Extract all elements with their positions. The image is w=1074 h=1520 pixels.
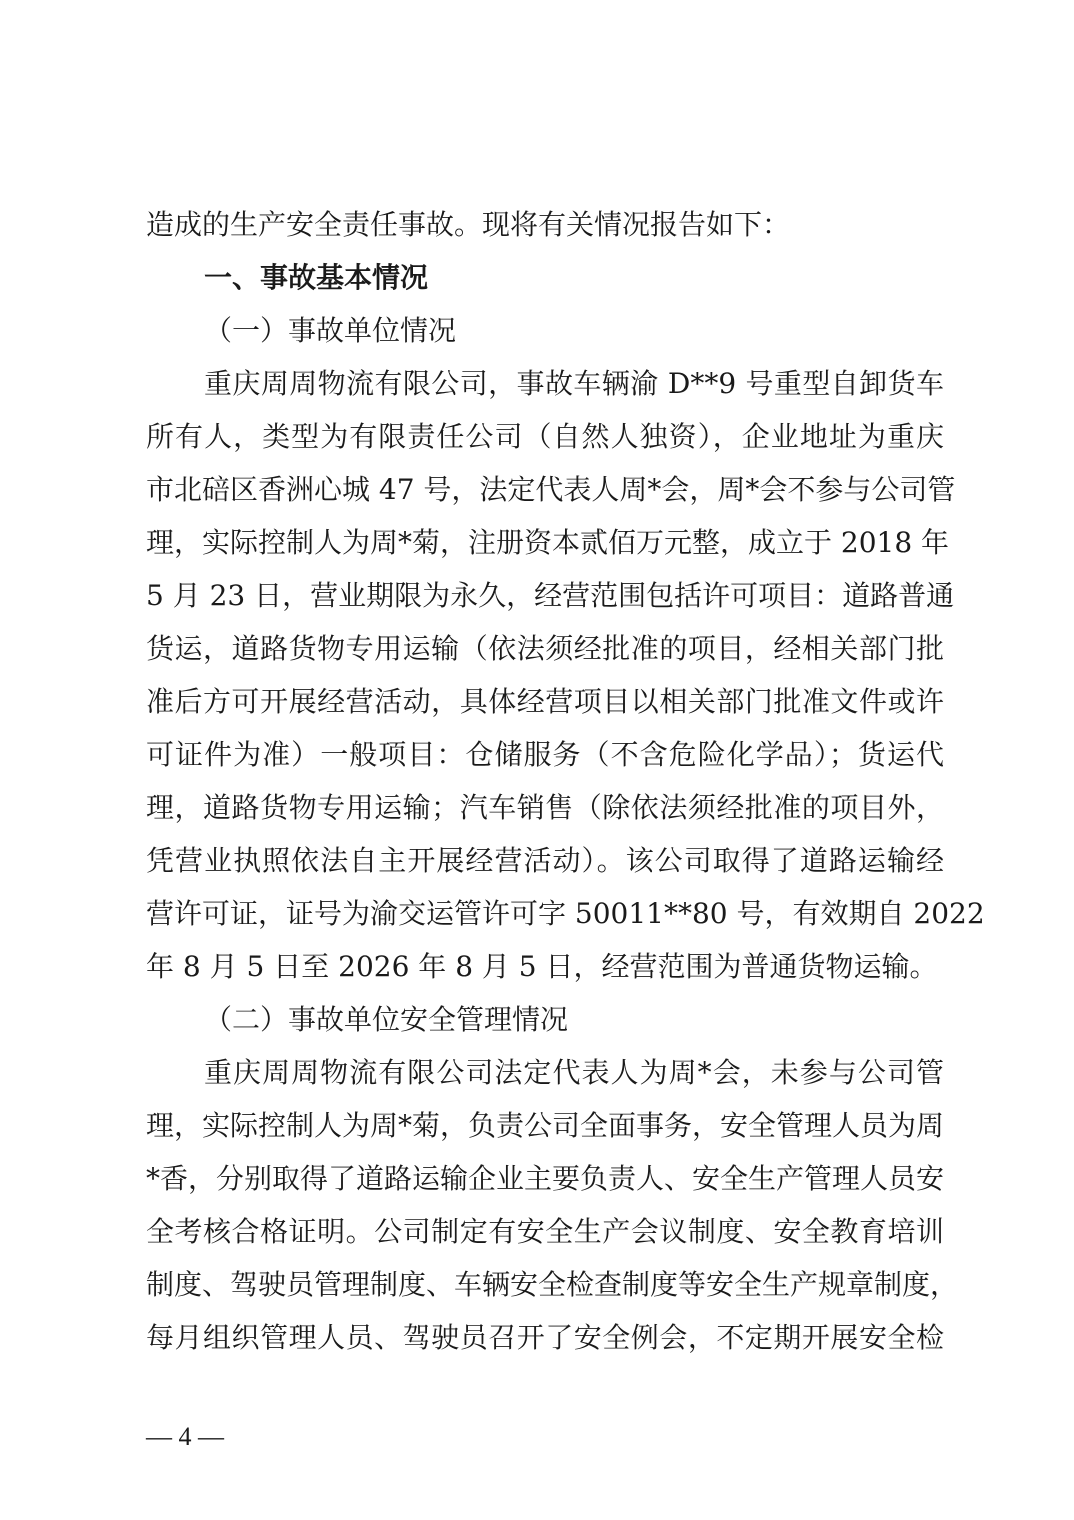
- paragraph-line: 理，道路货物专用运输；汽车销售（除依法须经批准的项目外，: [146, 791, 944, 824]
- section-heading: 一、事故基本情况: [204, 261, 429, 294]
- paragraph-line: 重庆周周物流有限公司，事故车辆渝 D**9 号重型自卸货车: [204, 367, 944, 400]
- paragraph-line: 重庆周周物流有限公司法定代表人为周*会，未参与公司管: [204, 1056, 944, 1089]
- paragraph-line: 5 月 23 日，营业期限为永久，经营范围包括许可项目：道路普通: [146, 579, 955, 612]
- subsection-heading: （二）事故单位安全管理情况: [204, 1003, 569, 1036]
- paragraph-line: 货运，道路货物专用运输（依法须经批准的项目，经相关部门批: [146, 632, 944, 665]
- paragraph-line: 所有人，类型为有限责任公司（自然人独资），企业地址为重庆: [146, 420, 944, 453]
- paragraph-line: 理，实际控制人为周*菊，负责公司全面事务，安全管理人员为周: [146, 1109, 945, 1142]
- paragraph-line: 市北碚区香洲心城 47 号，法定代表人周*会，周*会不参与公司管: [146, 473, 956, 506]
- page-number: — 4 —: [146, 1422, 224, 1451]
- paragraph-line: 可证件为准）一般项目：仓储服务（不含危险化学品）；货运代: [146, 738, 944, 771]
- paragraph-line: 营许可证，证号为渝交运管许可字 50011**80 号，有效期自 2022: [146, 897, 985, 930]
- paragraph-line: 凭营业执照依法自主开展经营活动）。该公司取得了道路运输经: [146, 844, 944, 877]
- paragraph-line: 每月组织管理人员、驾驶员召开了安全例会，不定期开展安全检: [146, 1321, 944, 1354]
- paragraph-line: 准后方可开展经营活动，具体经营项目以相关部门批准文件或许: [146, 685, 944, 718]
- paragraph-line: 制度、驾驶员管理制度、车辆安全检查制度等安全生产规章制度，: [146, 1268, 959, 1301]
- paragraph-line: 年 8 月 5 日至 2026 年 8 月 5 日，经营范围为普通货物运输。: [146, 950, 938, 983]
- paragraph-line: *香，分别取得了道路运输企业主要负责人、安全生产管理人员安: [146, 1162, 945, 1195]
- subsection-heading: （一）事故单位情况: [204, 314, 457, 347]
- paragraph-line: 理，实际控制人为周*菊，注册资本贰佰万元整，成立于 2018 年: [146, 526, 950, 559]
- paragraph-line: 造成的生产安全责任事故。现将有关情况报告如下：: [146, 208, 791, 241]
- paragraph-line: 全考核合格证明。公司制定有安全生产会议制度、安全教育培训: [146, 1215, 944, 1248]
